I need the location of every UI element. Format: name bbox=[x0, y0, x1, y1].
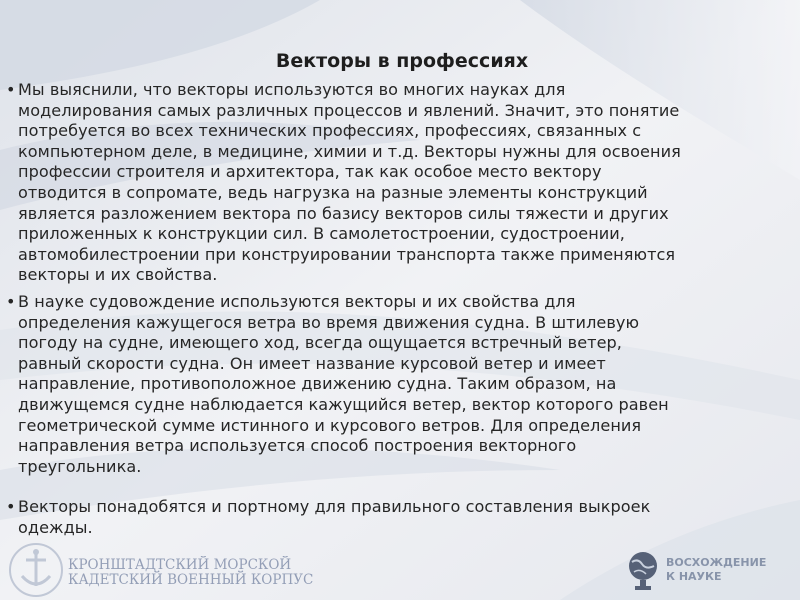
bullet-line: одежды. bbox=[18, 517, 93, 537]
bullet-text bbox=[18, 292, 796, 477]
bullet-line: погоду на судне, имеющего ход, всегда ощущается встречный ветер, bbox=[18, 333, 622, 353]
bullet-item bbox=[6, 292, 796, 477]
bullet-line: треугольника. bbox=[18, 456, 142, 476]
bullet-line: Векторы понадобятся и портному для правильного составления выкроек bbox=[18, 497, 651, 517]
bullet-line: В науке судовождение используются векторы и их свойства для bbox=[18, 291, 576, 311]
bullet-line: определения кажущегося ветра во время движения судна. В штилевую bbox=[18, 312, 640, 332]
cadet-corps-name bbox=[68, 558, 313, 588]
bullet-line: векторы и их свойства. bbox=[18, 265, 218, 285]
brand-line: К НАУКЕ bbox=[666, 570, 722, 583]
bullet-line: равный скорости судна. Он имеет название курсовой ветер и имеет bbox=[18, 353, 606, 373]
anchor-emblem-icon bbox=[6, 540, 66, 600]
bullet-line: моделирования самых различных процессов и явлений. Значит, это понятие bbox=[18, 100, 680, 120]
bullet-line: является разложением вектора по базису векторов силы тяжести и других bbox=[18, 203, 669, 223]
voskhozhdenie-logo bbox=[626, 540, 796, 600]
bullet-line: движущемся судне наблюдается кажущийся ветер, вектор которого равен bbox=[18, 394, 669, 414]
bullet-text bbox=[18, 497, 796, 538]
globe-icon bbox=[626, 548, 660, 592]
bullet-line: геометрической сумме истинного и курсового ветров. Для определения bbox=[18, 415, 642, 435]
cadet-corps-logo bbox=[6, 530, 326, 600]
bullet-line: потребуется во всех технических профессиях, профессиях, связанных с bbox=[18, 121, 642, 141]
bullet-line: направления ветра используется способ построения векторного bbox=[18, 436, 577, 456]
bullet-line: компьютерном деле, в медицине, химии и т.д. Векторы нужны для освоения bbox=[18, 141, 681, 161]
bullet-item bbox=[6, 497, 796, 538]
bullet-line: приложенных к конструкции сил. В самолетостроении, судостроении, bbox=[18, 224, 625, 244]
bullet-line: профессии строителя и архитектора, так как особое место вектору bbox=[18, 162, 602, 182]
brand-line: ВОСХОЖДЕНИЕ bbox=[666, 556, 767, 569]
bullet-list bbox=[6, 80, 796, 538]
bullet-line: Мы выяснили, что векторы используются во многих науках для bbox=[18, 80, 566, 99]
org-line: КРОНШТАДТСКИЙ МОРСКОЙ bbox=[68, 557, 292, 573]
voskhozhdenie-name bbox=[666, 556, 766, 584]
slide-title: Векторы в профессиях bbox=[275, 50, 529, 72]
bullet-marker: • bbox=[6, 497, 16, 517]
org-line: КАДЕТСКИЙ ВОЕННЫЙ КОРПУС bbox=[68, 572, 314, 588]
bullet-marker: • bbox=[6, 291, 16, 311]
bullet-marker: • bbox=[6, 80, 16, 99]
bullet-line: отводится в сопромате, ведь нагрузка на разные элементы конструкций bbox=[18, 182, 648, 202]
bullet-line: автомобилестроении при конструировании транспорта также применяются bbox=[18, 244, 676, 264]
bullet-text bbox=[18, 80, 796, 286]
bullet-item bbox=[6, 80, 796, 286]
bullet-line: направление, противоположное движению судна. Таким образом, на bbox=[18, 374, 617, 394]
